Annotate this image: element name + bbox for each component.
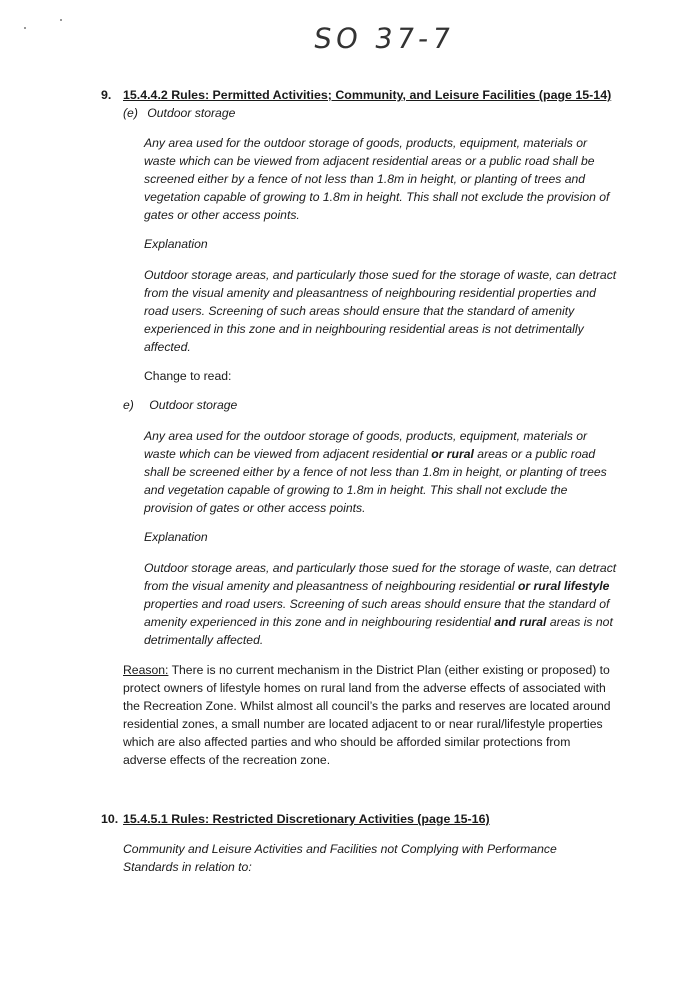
amended-clause-title: Outdoor storage [149, 398, 238, 412]
amended-expl-part1: Outdoor storage areas, and particularly those sued for the storage of waste, can detract from the visual amenity and pleasantness of neighbouring residential [144, 561, 617, 593]
scan-speck [60, 19, 62, 21]
item-10-title: 15.4.5.1 Rules: Restricted Discretionary Activities (page 15-16) [123, 812, 490, 826]
amended-explanation-heading: Explanation [144, 530, 208, 544]
item-10-heading [101, 812, 490, 826]
amended-expl-insert-1: or rural lifestyle [517, 579, 610, 593]
amended-clause-label [123, 398, 237, 412]
original-explanation-text: Outdoor storage areas, and particularly those sued for the storage of waste, can detract from the visual amenity and pleasantness of neighbouring residential properties and road users. Screening of such areas should ensure that the standard of amenity experienced in this zone and in neighbouring residential areas is not detrimentally affected. [144, 268, 617, 354]
original-clause-label [123, 106, 235, 120]
change-to-read: Change to read: [144, 369, 232, 383]
amended-rule-insert: or rural [431, 447, 474, 461]
amended-explanation-text [144, 559, 619, 649]
reason-text: There is no current mechanism in the District Plan (either existing or proposed) to protect owners of lifestyle homes on rural land from the adverse effects of associated with the Recreation Zone. Whilst almost all council’s the parks and reserves are located around residential zones, a small number are located adjacent to or near rural/lifestyle properties which are also affected parties and who should be afforded similar protections from adverse effects of the recreation zone. [123, 663, 611, 767]
amended-clause-letter: e) [123, 398, 134, 412]
original-clause-title: Outdoor storage [147, 106, 236, 120]
amended-rule-part1: Any area used for the outdoor storage of goods, products, equipment, materials or waste which can be viewed from adjacent residential [144, 429, 588, 461]
scan-speck [24, 27, 26, 29]
item-9-number: 9. [101, 88, 112, 102]
item-9-heading [101, 88, 611, 102]
original-explanation-heading: Explanation [144, 237, 208, 251]
amended-expl-part3: areas is not detrimentally affected. [144, 615, 613, 647]
reason-label: Reason: [123, 663, 169, 677]
amended-expl-part2: properties and road users. Screening of such areas should ensure that the standard of amenity experienced in this zone and in neighbouring residential [144, 597, 610, 629]
amended-expl-insert-2: and rural [494, 615, 547, 629]
item-10-intro: Community and Leisure Activities and Facilities not Complying with Performance Standards in relation to: [123, 842, 557, 874]
original-rule-text: Any area used for the outdoor storage of goods, products, equipment, materials or waste which can be viewed from adjacent residential areas or a public road shall be screened either by a fence of not less than 1.8m in height, or planting of trees and vegetation capable of growing to 1.8m in height. This shall not exclude the provision of gates or other access points. [144, 136, 610, 222]
amended-rule-part2: areas or a public road shall be screened either by a fence of not less than 1.8m in height, or planting of trees and vegetation capable of growing to 1.8m in height. This shall not exclude the provision of gates or other access points. [144, 447, 607, 515]
reason-paragraph [123, 661, 611, 769]
amended-rule-text [144, 427, 619, 517]
handwritten-page-stamp: SO 37-7 [311, 22, 457, 55]
original-clause-letter: (e) [123, 106, 138, 120]
item-10-number: 10. [101, 812, 119, 826]
item-9-title: 15.4.4.2 Rules: Permitted Activities; Community, and Leisure Facilities (page 15-14) [123, 88, 612, 102]
